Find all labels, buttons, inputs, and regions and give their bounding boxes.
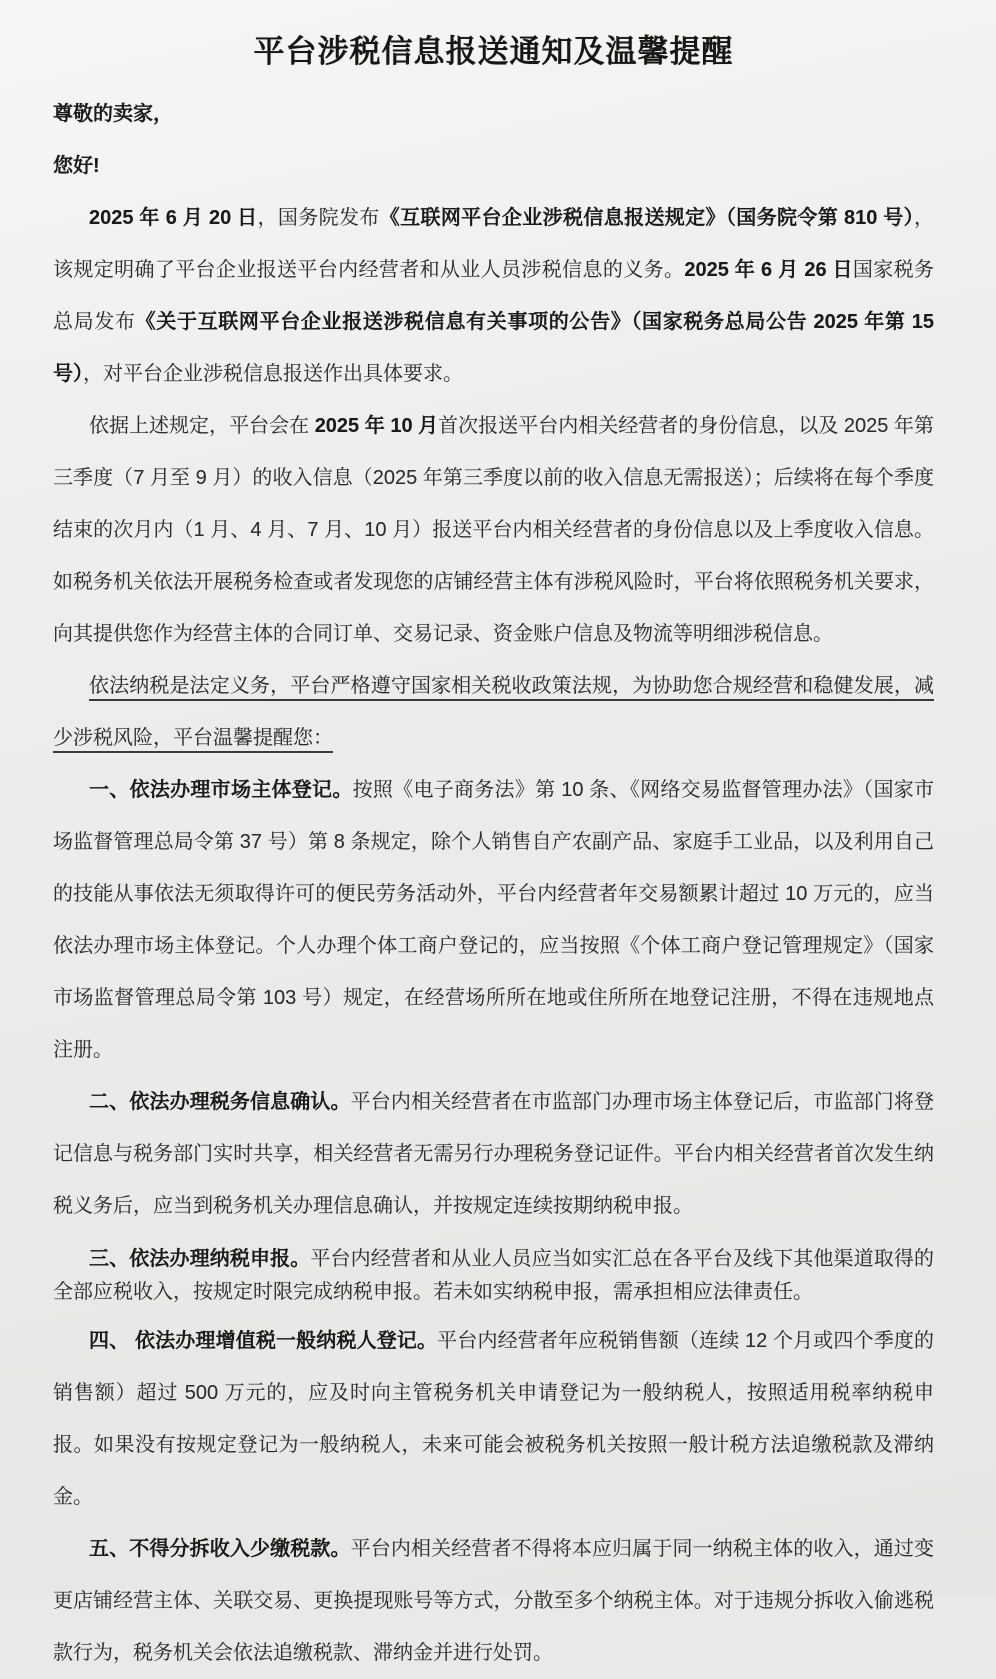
reminder-intro-paragraph bbox=[53, 660, 934, 764]
reporting-schedule-paragraph bbox=[53, 400, 934, 660]
bold-text-run: 2025 年 10 月 bbox=[314, 415, 439, 437]
text-run: 依据上述规定，平台会在 bbox=[89, 415, 315, 437]
text-run: 首次报送平台内相关经营者的身份信息，以及 2025 年第三季度（7 月至 9 月）的收入信息（2025 年第三季度以前的收入信息无需报送）；后续将在每个季度结束的次月内（1 月、4 月、7 月、10 月）报送平台内相关经营者的身份信息以及上季度收入信息。如税务机关依法开展税务检查或者发现您的店铺经营主体有涉税风险时，平台将依照税务机关要求，向其提供您作为经营主体的合同订单、交易记录、资金账户信息及物流等明细涉税信息。 bbox=[53, 415, 934, 645]
text-run: 平台内经营者年应税销售额（连续 12 个月或四个季度的销售额）超过 500 万元的，应及时向主管税务机关申请登记为一般纳税人，按照适用税率纳税申报。如果没有按规定登记为一般纳税人，未来可能会被税务机关按照一般计税方法追缴税款及滞纳金。 bbox=[53, 1330, 935, 1508]
bold-text-run: 2025 年 6 月 20 日 bbox=[89, 207, 258, 229]
bold-text-run: 尊敬的卖家， bbox=[53, 103, 173, 125]
greeting-hello bbox=[53, 140, 934, 192]
bold-text-run: 三、依法办理纳税申报。 bbox=[89, 1248, 311, 1270]
section-3-tax-declaration bbox=[53, 1243, 934, 1309]
document-title: 平台涉税信息报送通知及温馨提醒 bbox=[253, 34, 734, 69]
bold-text-run: 四、 依法办理增值税一般纳税人登记。 bbox=[89, 1330, 438, 1352]
bold-text-run: 《关于互联网平台企业报送涉税信息有关事项的公告》（国家税务总局公告 2025 年第 15 号） bbox=[53, 311, 934, 385]
text-run: ，对平台企业涉税信息报送作出具体要求。 bbox=[83, 363, 463, 385]
section-4-vat-general-taxpayer-registration bbox=[53, 1315, 934, 1523]
text-run: 平台内相关经营者在市监部门办理市场主体登记后，市监部门将登记信息与税务部门实时共享，相关经营者无需另行办理税务登记证件。平台内相关经营者首次发生纳税义务后，应当到税务机关办理信息确认，并按规定连续按期纳税申报。 bbox=[53, 1091, 935, 1217]
bold-text-run: 一、依法办理市场主体登记。 bbox=[89, 779, 353, 801]
greeting-salutation bbox=[53, 88, 934, 140]
text-run: 平台内相关经营者不得将本应归属于同一纳税主体的收入，通过变更店铺经营主体、关联交易、更换提现账号等方式，分散至多个纳税主体。对于违规分拆收入偷逃税款行为，税务机关会依法追缴税款、滞纳金并进行处罚。 bbox=[53, 1538, 935, 1664]
bold-text-run: 您好! bbox=[53, 155, 100, 177]
bold-text-run: 2025 年 6 月 26 日 bbox=[684, 259, 853, 281]
document-body bbox=[53, 88, 934, 1679]
text-run: ，该规定明确了平台企业报送平台内经营者和从业人员涉税信息的义务。 bbox=[53, 207, 935, 281]
text-run: 按照《电子商务法》第 10 条、《网络交易监督管理办法》（国家市场监督管理总局令第 37 号）第 8 条规定，除个人销售自产农副产品、家庭手工业品，以及利用自己的技能从事依法无须取得许可的便民劳务活动外，平台内经营者年交易额累计超过 10 万元的，应当依法办理市场主体登记。个人办理个体工商户登记的，应当按照《个体工商户登记管理规定》（国家市场监督管理总局令第 103 号）规定，在经营场所所在地或住所所在地登记注册，不得在违规地点注册。 bbox=[53, 779, 935, 1061]
bold-text-run: 五、不得分拆收入少缴税款。 bbox=[89, 1538, 351, 1560]
text-run: 依法纳税是法定义务，平台严格遵守国家相关税收政策法规，为协助您合规经营和稳健发展，减少涉税风险，平台温馨提醒您： bbox=[53, 675, 934, 749]
section-5-no-income-splitting bbox=[53, 1523, 934, 1679]
section-1-market-entity-registration bbox=[53, 764, 934, 1076]
text-run: 国家税务总局发布 bbox=[53, 259, 935, 333]
section-2-tax-info-confirmation bbox=[53, 1076, 934, 1232]
text-run: 平台内经营者和从业人员应当如实汇总在各平台及线下其他渠道取得的全部应税收入，按规定时限完成纳税申报。若未如实纳税申报，需承担相应法律责任。 bbox=[53, 1248, 935, 1303]
text-run: ，国务院发布 bbox=[257, 207, 380, 229]
intro-regulations-paragraph bbox=[53, 192, 934, 400]
bold-text-run: 二、依法办理税务信息确认。 bbox=[89, 1091, 351, 1113]
bold-text-run: 《互联网平台企业涉税信息报送规定》（国务院令第 810 号） bbox=[379, 207, 915, 229]
